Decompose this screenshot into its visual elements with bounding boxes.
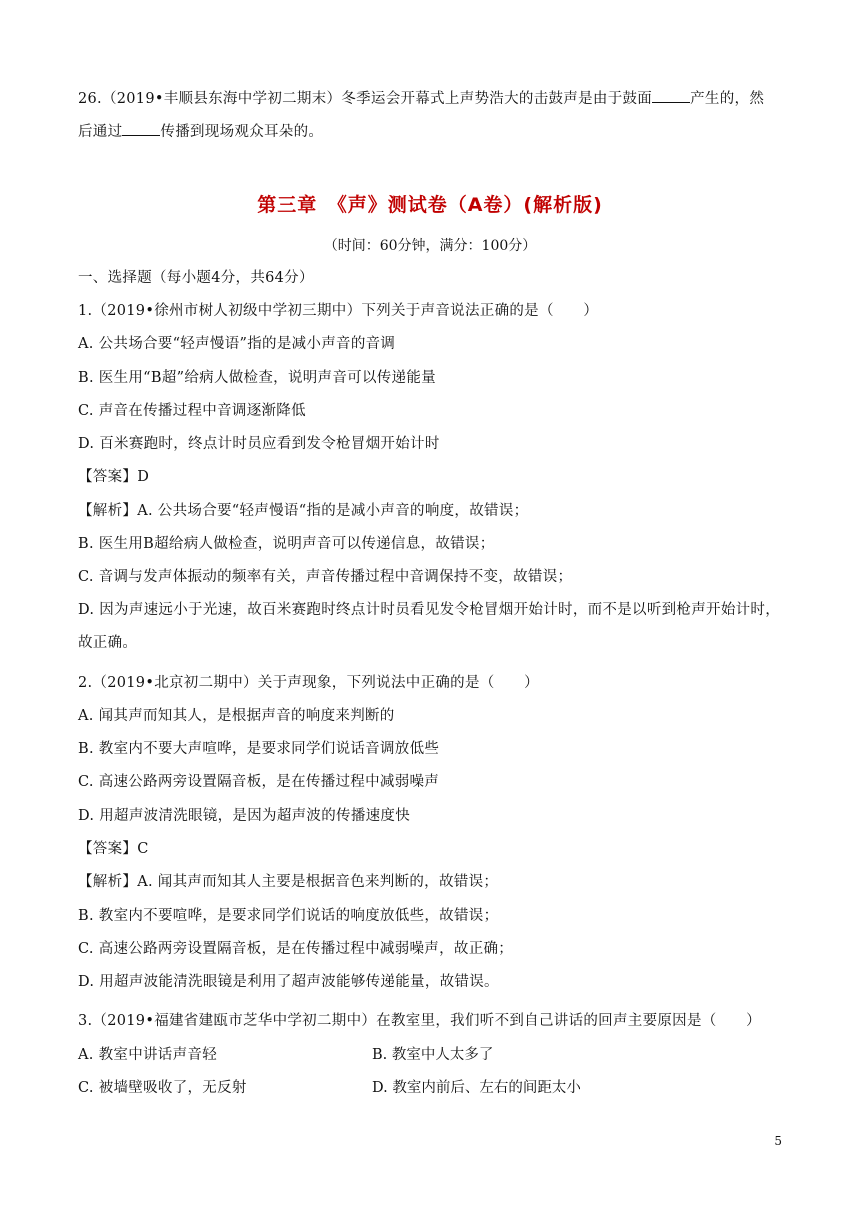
- answer-blank: [122, 121, 160, 136]
- question-3-stem: 3.（2019•福建省建瓯市芝华中学初二期中）在教室里，我们听不到自己讲话的回声主要原因是（ ）: [78, 1013, 761, 1029]
- question-1-option-b: B. 医生用“B超”给病人做检查，说明声音可以传递能量: [78, 370, 436, 386]
- question-2-analysis-c: C. 高速公路两旁设置隔音板，是在传播过程中减弱噪声，故正确；: [78, 941, 514, 957]
- question-3-option-a: A. 教室中讲话声音轻: [78, 1047, 217, 1063]
- question-2-option-c: C. 高速公路两旁设置隔音板，是在传播过程中减弱噪声: [78, 774, 440, 790]
- question-1-analysis-c: C. 音调与发声体振动的频率有关，声音传播过程中音调保持不变，故错误；: [78, 569, 573, 585]
- question-1-stem: 1.（2019•徐州市树人初级中学初三期中）下列关于声音说法正确的是（ ）: [78, 303, 599, 319]
- question-1-answer: 【答案】D: [78, 469, 150, 485]
- exam-info: （时间：60分钟，满分：100分）: [323, 238, 537, 254]
- question-2-analysis-a: 【解析】A. 闻其声而知其人主要是根据音色来判断的，故错误；: [78, 874, 499, 890]
- question-2-option-b: B. 教室内不要大声喧哗，是要求同学们说话音调放低些: [78, 741, 440, 757]
- question-1-analysis-b: B. 医生用B超给病人做检查，说明声音可以传递信息，故错误；: [78, 536, 495, 552]
- question-1-option-c: C. 声音在传播过程中音调逐渐降低: [78, 403, 306, 419]
- question-1-analysis-d: D. 因为声速远小于光速，故百米赛跑时终点计时员看见发令枪冒烟开始计时，而不是以听到枪声开始计时，: [78, 602, 781, 618]
- question-2-analysis-d: D. 用超声波能清洗眼镜是利用了超声波能够传递能量，故错误。: [78, 974, 499, 990]
- question-2-analysis-b: B. 教室内不要喧哗，是要求同学们说话的响度放低些，故错误；: [78, 908, 499, 924]
- page-title: 第三章 《声》测试卷（A卷）(解析版): [257, 194, 603, 216]
- question-3-option-d: D. 教室内前后、左右的间距太小: [372, 1080, 581, 1096]
- question-1-option-a: A. 公共场合要“轻声慢语”指的是减小声音的音调: [78, 336, 396, 352]
- question-3-option-c: C. 被墙壁吸收了，无反射: [78, 1080, 247, 1096]
- answer-blank: [652, 88, 690, 103]
- section-heading: 一、选择题（每小题4分，共64分）: [78, 270, 314, 286]
- question-26-line-1: 26.（2019•丰顺县东海中学初二期末）冬季运会开幕式上声势浩大的击鼓声是由于鼓面 产生的，然: [78, 88, 820, 109]
- question-1-analysis-a: 【解析】A. 公共场合要“轻声慢语“指的是减小声音的响度，故错误；: [78, 503, 529, 519]
- question-2-answer: 【答案】C: [78, 841, 149, 857]
- question-1-analysis-d-cont: 故正确。: [78, 635, 138, 651]
- page-number: 5: [774, 1134, 782, 1148]
- question-1-option-d: D. 百米赛跑时，终点计时员应看到发令枪冒烟开始计时: [78, 436, 440, 452]
- question-3-option-b: B. 教室中人太多了: [372, 1047, 494, 1063]
- question-26-line-2: 后通过 传播到现场观众耳朵的。: [78, 121, 820, 142]
- question-2-stem: 2.（2019•北京初二期中）关于声现象，下列说法中正确的是（ ）: [78, 675, 539, 691]
- question-2-option-d: D. 用超声波清洗眼镜，是因为超声波的传播速度快: [78, 808, 411, 824]
- question-2-option-a: A. 闻其声而知其人，是根据声音的响度来判断的: [78, 708, 395, 724]
